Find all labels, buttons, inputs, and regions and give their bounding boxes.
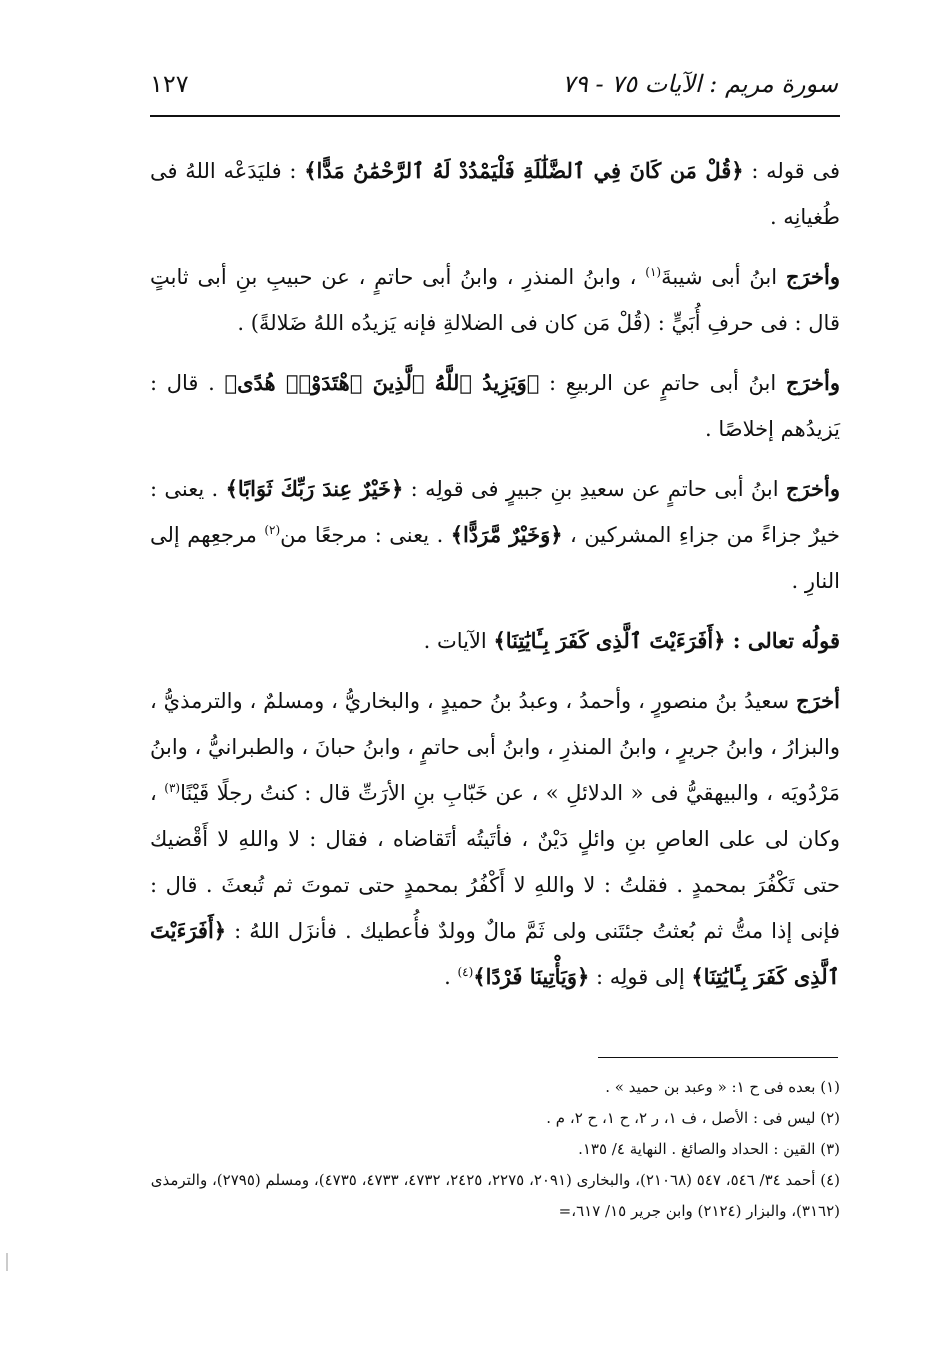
paragraph-3 (150, 360, 840, 452)
footnote-1: (١) بعده فى ح ١: « وعبد بن حميد » . (605, 1078, 840, 1096)
footnote-3: (٣) القين : الحداد والصائغ . النهاية ٤/ ١٣٥. (578, 1140, 840, 1158)
footnote-2: (٢) ليس فى : الأصل ، ف ١، ر ٢، ح ١، ح ٢، م . (546, 1109, 840, 1127)
footnote-4: (٤) أحمد ٣٤/ ٥٤٦، ٥٤٧ (٢١٠٦٨)، والبخارى (٢٠٩١، ٢٢٧٥، ٢٤٢٥، ٤٧٣٢، ٤٧٣٣، ٤٧٣٥)، ومسلم (٢٧٩٥)، والترمذى (٣١٦٢)، والبزار (٢١٢٤) وابن جرير ١٥/ ٦١٧،= (150, 1171, 840, 1220)
text-span: ، وابنُ المنذرِ ، وابنُ أبى حاتمٍ ، عن حبيبِ بنِ أبى ثابتٍ قال : فى حرفِ أُبَيٍّ : (قُلْ مَن كان فى الضلالةِ فإنه يَزيدُه اللهُ ضَلالةً) . (150, 265, 840, 335)
chapter-title: سورة مريم : الآيات ٧٥ - ٧٩ (562, 70, 838, 98)
paragraph-1 (150, 148, 840, 240)
text-span: فى قوله : (743, 159, 841, 183)
text-span: ابنُ أبى حاتمٍ عن سعيدِ بنِ جبيرٍ فى قولِه : (403, 477, 786, 501)
quran-verse: ﴿وَخَيْرٌ مَّرَدًّا﴾ (450, 522, 563, 547)
quran-verse: ﴿وَيَزِيدُ ٱللَّهُ ٱلَّذِينَ ٱهْتَدَوْا۟ هُدًى﴾ (224, 370, 540, 395)
paragraph-5 (150, 678, 840, 1000)
scan-edge-mark (6, 1253, 8, 1271)
text-span: . يعنى : خيرٌ جزاءً من جزاءِ المشركين ، (150, 477, 840, 547)
lead-word: وأخرَج (785, 264, 840, 289)
footnote-divider (598, 1057, 838, 1058)
quran-verse: ﴿وَيَأْتِينَا فَرْدًا﴾ (473, 964, 590, 989)
footnote-ref-4: (٤) (457, 965, 474, 979)
main-text (150, 148, 840, 1000)
section-heading (150, 618, 840, 664)
text-span: : فليَدَعْه اللهُ فى طُغيانِه . (150, 159, 840, 229)
footnote-ref-3: (٣) (164, 781, 181, 795)
text-span: . يعنى : مرجعًا من (280, 523, 451, 547)
text-span: إلى قولِه : (589, 965, 692, 989)
header-divider (150, 115, 840, 117)
text-span: سعيدُ بنُ منصورٍ ، وأحمدُ ، وعبدُ بنُ حميدٍ ، والبخاريُّ ، ومسلمٌ ، والترمذيُّ ، والبزارُ ، وابنُ جريرٍ ، وابنُ المنذرِ ، وابنُ أبى حاتمٍ ، وابنُ حبانَ ، والطبرانيُّ ، وابنُ مَرْدُويَه ، والبيهقيُّ فى « الدلائلِ » ، عن خَبّابِ بنِ الأرَتِّ قال : كنتُ رجلًا قَيْنًا (150, 689, 840, 805)
text-span: مرجعِهم إلى النارِ . (150, 523, 840, 593)
text-span: . قال : يَزيدُهم إخلاصًا . (150, 371, 840, 441)
text-span: ، وكان لى على العاصِ بنِ وائلٍ دَيْنٌ ، فأتَيتُه أتَقاضاه ، فقال : لا واللهِ لا أَقْضيك حتى تَكْفُرَ بمحمدٍ . فقلتُ : لا واللهِ لا أَكْفُرُ بمحمدٍ حتى تموتَ ثم تُبعثَ . قال : فإنى إذا متُّ ثم بُعثتُ جئتَنى ولى ثَمَّ مالٌ وولدٌ فأُعطيك . فأنزَل اللهُ : (150, 781, 840, 943)
page-number: ١٢٧ (150, 70, 189, 98)
footnote-ref-2: (٢) (264, 523, 281, 537)
text-span: ابنُ أبى شيبةَ (661, 265, 786, 289)
lead-word: وأخرَج (785, 370, 840, 395)
text-span: الآيات . (423, 629, 494, 653)
quran-verse: ﴿أَفَرَءَيْتَ ٱلَّذِى كَفَرَ بِـَٔايَٰتِنَا﴾ (493, 628, 726, 653)
lead-word: وأخرَج (785, 476, 840, 501)
paragraph-4 (150, 466, 840, 604)
lead-word: أخرَج (796, 688, 840, 713)
heading-lead: قولُه تعالى : (725, 628, 840, 653)
text-span: ابنُ أبى حاتمٍ عن الربيعِ : (539, 371, 786, 395)
paragraph-2 (150, 254, 840, 346)
quran-verse: ﴿أَفَرَءَيْتَ ٱلَّذِى كَفَرَ بِـَٔايَٰتِنَا﴾ (150, 918, 840, 989)
running-header (150, 58, 838, 110)
quran-verse: ﴿خَيْرٌ عِندَ رَبِّكَ ثَوَابًا﴾ (225, 476, 404, 501)
footnotes (150, 1072, 840, 1227)
quran-verse: ﴿قُلْ مَن كَانَ فِي ٱلضَّلَٰلَةِ فَلْيَمْدُدْ لَهُ ٱلرَّحْمَٰنُ مَدًّا﴾ (304, 158, 744, 183)
text-span: . (444, 965, 458, 989)
footnote-ref-1: (١) (645, 265, 662, 279)
